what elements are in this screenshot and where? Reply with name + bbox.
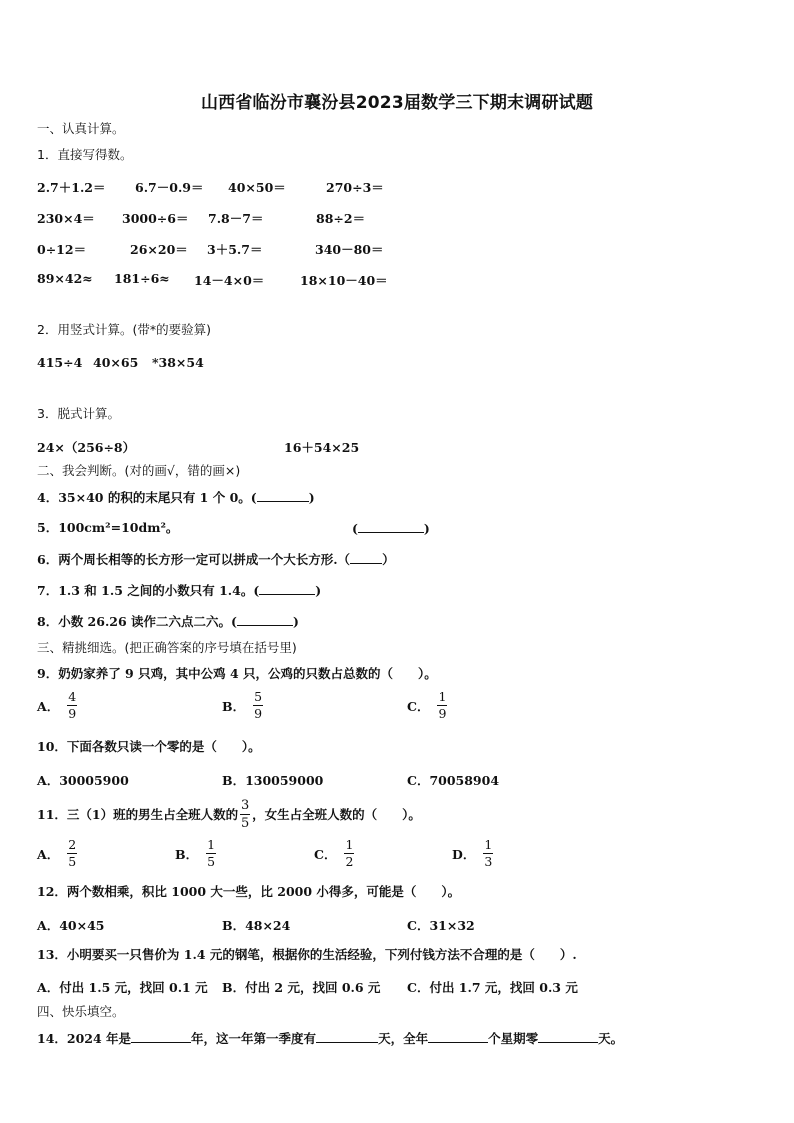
vertical-calc-item: 415÷4 bbox=[37, 355, 83, 370]
calc-item: 2.7＋1.2＝ bbox=[37, 180, 106, 195]
q9-text: 9．奶奶家养了 9 只鸡，其中公鸡 4 只，公鸡的只数占总数的（ ）。 bbox=[37, 666, 437, 681]
q9-option-a[interactable]: A． $\frac{4}{9}$ bbox=[37, 689, 77, 721]
fraction: $\frac{1}{9}$ bbox=[438, 689, 447, 721]
section-1-heading: 一、认真计算。 bbox=[37, 121, 125, 136]
calc-item: 26×20＝ bbox=[130, 242, 188, 257]
vertical-calc-item: *38×54 bbox=[152, 355, 204, 370]
answer-blank[interactable] bbox=[259, 582, 315, 595]
q10-option-b[interactable]: B．130059000 bbox=[222, 773, 324, 788]
q10-text: 10．下面各数只读一个零的是（ ）。 bbox=[37, 739, 261, 754]
q2-label: 2．用竖式计算。(带*的要验算) bbox=[37, 322, 211, 337]
q9-option-b[interactable]: B． $\frac{5}{9}$ bbox=[222, 689, 263, 721]
answer-blank[interactable] bbox=[237, 613, 293, 626]
calc-item: 14－4×0＝ bbox=[194, 273, 265, 288]
q13-option-a[interactable]: A．付出 1.5 元，找回 0.1 元 bbox=[37, 980, 208, 995]
q7: 7．1.3 和 1.5 之间的小数只有 1.4。( ) bbox=[37, 583, 322, 598]
q8: 8．小数 26.26 读作二六点二六。( ) bbox=[37, 614, 299, 629]
calc-item: 88÷2＝ bbox=[316, 211, 366, 226]
q11-text: 11．三（1）班的男生占全班人数的 $\frac{3}{5}$ ，女生占全班人数的（ ）。 bbox=[37, 798, 421, 831]
answer-blank[interactable] bbox=[316, 1030, 378, 1043]
section-3-heading: 三、精挑细选。(把正确答案的序号填在括号里) bbox=[37, 640, 297, 655]
q11-option-c[interactable]: C． $\frac{1}{2}$ bbox=[314, 837, 354, 869]
q12-option-a[interactable]: A．40×45 bbox=[37, 918, 105, 933]
calc-item: 181÷6≈ bbox=[114, 271, 170, 286]
q12-text: 12．两个数相乘，积比 1000 大一些，比 2000 小得多，可能是（ ）。 bbox=[37, 884, 461, 899]
q13-text: 13．小明要买一只售价为 1.4 元的钢笔，根据你的生活经验，下列付钱方法不合理的是（ ）. bbox=[37, 947, 577, 962]
answer-blank[interactable] bbox=[358, 520, 424, 533]
section-2-heading: 二、我会判断。(对的画√，错的画×) bbox=[37, 463, 241, 478]
q10-option-c[interactable]: C．70058904 bbox=[407, 773, 500, 788]
fraction: $\frac{1}{2}$ bbox=[345, 837, 354, 869]
vertical-calc-item: 40×65 bbox=[93, 355, 139, 370]
calc-item: 340－80＝ bbox=[315, 242, 384, 257]
fraction: $\frac{3}{5}$ bbox=[240, 798, 250, 831]
q11-option-d[interactable]: D． $\frac{1}{3}$ bbox=[452, 837, 493, 869]
calc-item: 3000÷6＝ bbox=[122, 211, 189, 226]
calc-item: 0÷12＝ bbox=[37, 242, 87, 257]
calc-item: 89×42≈ bbox=[37, 271, 93, 286]
q10-option-a[interactable]: A．30005900 bbox=[37, 773, 129, 788]
q5-answer: ( ) bbox=[352, 521, 430, 536]
q14: 14．2024 年是 年，这一年第一季度有 天，全年 个星期零 天。 bbox=[37, 1031, 624, 1046]
step-calc-item: 16＋54×25 bbox=[284, 440, 360, 455]
fraction: $\frac{4}{9}$ bbox=[68, 689, 77, 721]
calc-item: 7.8－7＝ bbox=[208, 211, 264, 226]
q12-option-c[interactable]: C．31×32 bbox=[407, 918, 475, 933]
fraction: $\frac{5}{9}$ bbox=[254, 689, 263, 721]
calc-item: 40×50＝ bbox=[228, 180, 286, 195]
q13-option-c[interactable]: C．付出 1.7 元，找回 0.3 元 bbox=[407, 980, 578, 995]
q4: 4．35×40 的积的末尾只有 1 个 0。( ) bbox=[37, 490, 315, 505]
calc-item: 230×4＝ bbox=[37, 211, 95, 226]
q11-option-b[interactable]: B． $\frac{1}{5}$ bbox=[175, 837, 216, 869]
answer-blank[interactable] bbox=[428, 1030, 488, 1043]
fraction: $\frac{1}{5}$ bbox=[207, 837, 216, 869]
step-calc-item: 24×（256÷8） bbox=[37, 440, 136, 455]
answer-blank[interactable] bbox=[131, 1030, 191, 1043]
fraction: $\frac{1}{3}$ bbox=[484, 837, 493, 869]
q11-option-a[interactable]: A． $\frac{2}{5}$ bbox=[37, 837, 77, 869]
fraction: $\frac{2}{5}$ bbox=[68, 837, 77, 869]
page-title: 山西省临汾市襄汾县2023届数学三下期末调研试题 bbox=[200, 93, 594, 113]
q5: 5．100cm²=10dm²。 bbox=[37, 520, 179, 535]
calc-item: 3＋5.7＝ bbox=[207, 242, 263, 257]
calc-item: 6.7－0.9＝ bbox=[135, 180, 204, 195]
q6: 6．两个周长相等的长方形一定可以拼成一个大长方形.（ ） bbox=[37, 552, 395, 567]
q9-option-c[interactable]: C． $\frac{1}{9}$ bbox=[407, 689, 447, 721]
calc-item: 270÷3＝ bbox=[326, 180, 384, 195]
q13-option-b[interactable]: B．付出 2 元，找回 0.6 元 bbox=[222, 980, 381, 995]
answer-blank[interactable] bbox=[257, 489, 309, 502]
section-4-heading: 四、快乐填空。 bbox=[37, 1004, 125, 1019]
answer-blank[interactable] bbox=[538, 1030, 598, 1043]
q3-label: 3．脱式计算。 bbox=[37, 406, 120, 421]
calc-item: 18×10－40＝ bbox=[300, 273, 388, 288]
q1-label: 1．直接写得数。 bbox=[37, 147, 133, 162]
answer-blank[interactable] bbox=[350, 551, 382, 564]
q12-option-b[interactable]: B．48×24 bbox=[222, 918, 291, 933]
